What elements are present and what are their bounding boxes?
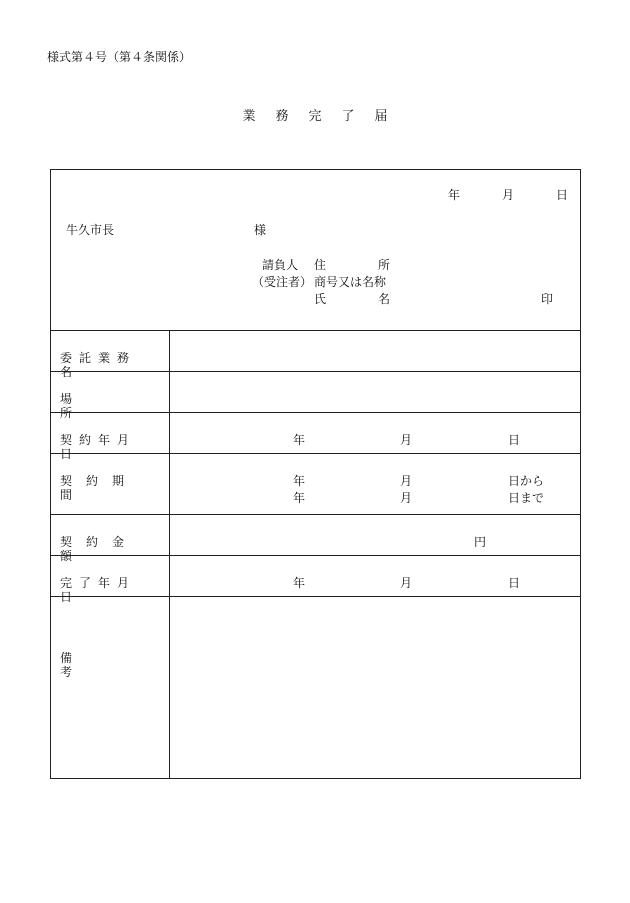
honorific: 様 <box>254 223 267 237</box>
column-divider <box>169 330 170 779</box>
period-to-day: 日まで <box>508 491 545 505</box>
contract-date-year: 年 <box>293 433 306 447</box>
applicant-sub-label: （受注者） <box>252 275 313 289</box>
form-number: 様式第４号（第４条関係） <box>47 50 192 64</box>
completion-date-year: 年 <box>293 576 306 590</box>
task-name-label <box>60 351 154 379</box>
page-title: 業務完了届 <box>242 109 408 124</box>
row-divider <box>50 514 581 515</box>
contract-amount-label-text: 契約金額 <box>60 535 139 563</box>
period-from-day: 日から <box>508 474 545 488</box>
address-label-text: 住所 <box>314 258 443 272</box>
remarks-label-text: 備考 <box>60 651 143 679</box>
submission-date-year: 年 <box>448 188 461 202</box>
name-label-text: 氏名 <box>314 292 443 306</box>
location-label <box>60 392 154 420</box>
completion-date-label <box>60 576 154 604</box>
completion-date-month: 月 <box>400 576 413 590</box>
name-label <box>314 292 442 306</box>
completion-date-label-text: 完了年月日 <box>60 576 137 604</box>
contract-date-day: 日 <box>508 433 521 447</box>
submission-date-month: 月 <box>502 188 515 202</box>
contract-period-label-text: 契約期間 <box>60 474 139 502</box>
contract-date-label-text: 契約年月日 <box>60 433 137 461</box>
seal-mark: 印 <box>541 292 554 306</box>
company-label: 商号又は名称 <box>314 275 387 289</box>
remarks-label <box>60 651 154 679</box>
period-to-year: 年 <box>293 491 306 505</box>
period-to-month: 月 <box>400 491 413 505</box>
task-name-label-text: 委託業務名 <box>60 351 137 379</box>
contract-date-label <box>60 433 154 461</box>
completion-date-day: 日 <box>508 576 521 590</box>
contract-amount-unit: 円 <box>474 535 487 549</box>
location-label-text: 場所 <box>60 392 143 420</box>
applicant-label: 請負人 <box>262 258 299 272</box>
contract-amount-label <box>60 535 154 563</box>
contract-period-label <box>60 474 154 502</box>
contract-date-month: 月 <box>400 433 413 447</box>
period-from-year: 年 <box>293 474 306 488</box>
period-from-month: 月 <box>400 474 413 488</box>
submission-date-day: 日 <box>556 188 569 202</box>
address-label <box>314 258 443 272</box>
row-divider <box>50 330 581 331</box>
addressee: 牛久市長 <box>66 223 115 237</box>
